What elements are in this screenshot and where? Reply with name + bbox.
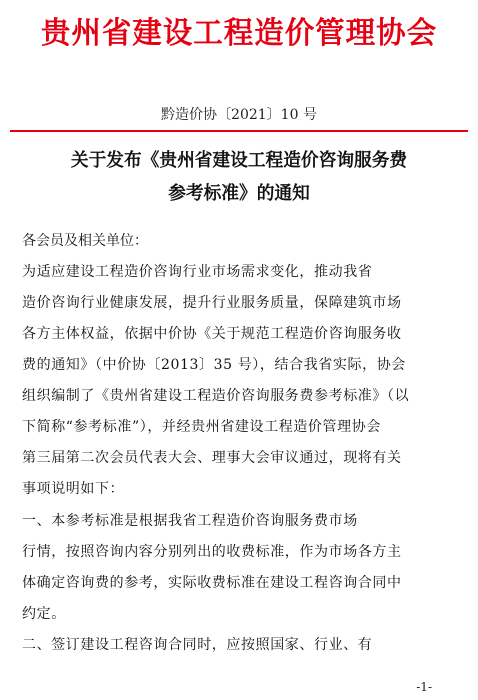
body-line: 下简称“参考标准”），并经贵州省建设工程造价管理协会 [22,419,381,435]
document-title-line-1: 关于发布《贵州省建设工程造价咨询服务费 [70,150,408,171]
body-line: 第三届第二次会员代表大会、理事大会审议通过，现将有关 [22,450,402,466]
body-line: 体确定咨询费的参考，实际收费标准在建设工程咨询合同中 [22,575,402,591]
body-line: 造价咨询行业健康发展，提升行业服务质量，保障建筑市场 [22,295,402,311]
body-line: 二、签订建设工程咨询合同时，应按照国家、行业、有 [22,637,373,653]
body-line: 费的通知》（中价协〔2013〕35 号），结合我省实际，协会 [22,357,406,373]
page-number: -1- [416,680,432,694]
header-organization: 贵州省建设工程造价管理协会 [40,16,438,51]
body-line: 各方主体权益，依据中价协《关于规范工程造价咨询服务收 [22,326,402,342]
document-number: 黔造价协〔2021〕10 号 [161,107,317,123]
salutation: 各会员及相关单位： [22,233,148,249]
body-line: 组织编制了《贵州省建设工程造价咨询服务费参考标准》（以 [22,388,410,404]
body-line: 约定。 [22,606,66,622]
body-line: 一、本参考标准是根据我省工程造价咨询服务费市场 [22,513,358,529]
body-line: 行情，按照咨询内容分别列出的收费标准，作为市场各方主 [22,544,402,560]
body-line: 为适应建设工程造价咨询行业市场需求变化，推动我省 [22,264,373,280]
body-line: 事项说明如下： [22,481,125,497]
document-title-line-2: 参考标准》的通知 [168,183,310,204]
red-divider-rule [10,130,468,132]
